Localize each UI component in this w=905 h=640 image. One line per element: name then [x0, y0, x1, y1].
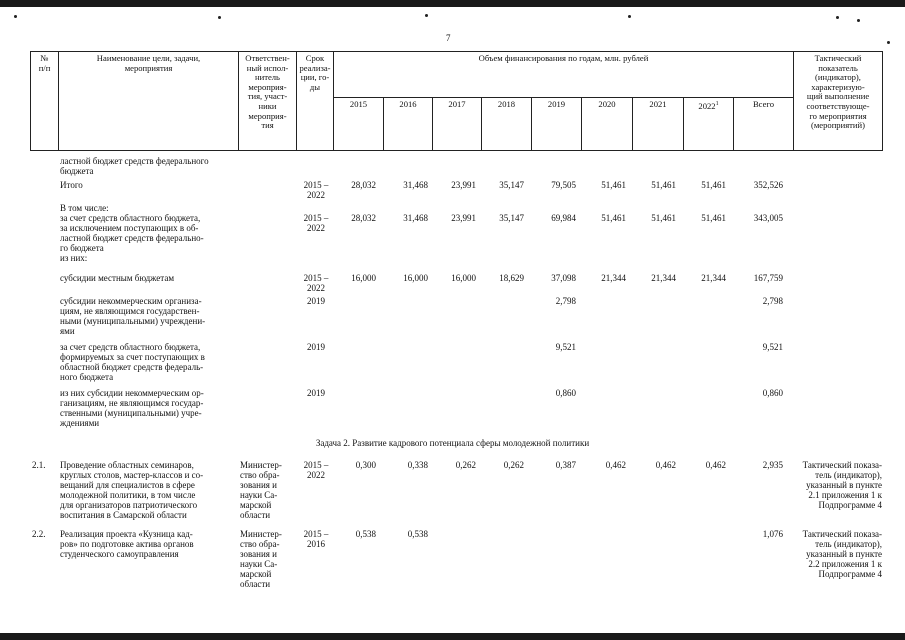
item-indicator: Тактический показа- тель (индикатор), указанный в пункте 2.1 приложения 1 к Подпрограмме 4: [802, 460, 882, 510]
row-total-cell: 167,759: [753, 273, 783, 283]
row-term: 2019: [307, 388, 325, 398]
row-value-cell: 51,461: [651, 213, 676, 223]
item-value-cell: 0,462: [705, 460, 726, 470]
page-number: 7: [446, 33, 451, 43]
row-term: 2019: [307, 296, 325, 306]
row-name: субсидии некоммерческим организа- циям, не являющимся государствен- ными (муниципальными) учреждени- ями: [60, 296, 206, 336]
item-total-cell: 1,076: [762, 529, 783, 539]
item-value-cell: 0,262: [503, 460, 524, 470]
row-value-cell: 0,860: [555, 388, 576, 398]
item-responsible: Министер- ство обра- зования и науки Са- марской области: [240, 460, 282, 520]
item-indicator: Тактический показа- тель (индикатор), указанный в пункте 2.2 приложения 1 к Подпрограмме 4: [802, 529, 882, 579]
row-term: 2019: [307, 342, 325, 352]
row-value-cell: 37,098: [551, 273, 576, 283]
header-year: 2019: [547, 99, 566, 109]
row-value-cell: 35,147: [499, 213, 524, 223]
row-value-cell: 51,461: [651, 180, 676, 190]
row-value-cell: 18,629: [499, 273, 524, 283]
item-number: 2.1.: [32, 460, 46, 470]
header-year-footnote: 1: [715, 101, 719, 107]
header-term: Срок реализа- ции, го- ды: [299, 53, 331, 92]
row-term: 2015 – 2022: [303, 180, 329, 200]
row-value-cell: 21,344: [601, 273, 626, 283]
row-value-cell: 79,505: [551, 180, 576, 190]
header-year: [684, 100, 733, 111]
row-name: В том числе: за счет средств областного бюджета, за исключением поступающих в об- ластной бюджет средств федерально- го бюджета из них:: [60, 203, 204, 263]
row-value-cell: 35,147: [499, 180, 524, 190]
item-number: 2.2.: [32, 529, 46, 539]
header-year: 2018: [497, 99, 516, 109]
row-value-cell: 51,461: [601, 213, 626, 223]
row-value-cell: 16,000: [451, 273, 476, 283]
scan-speck: [14, 15, 17, 18]
header-name: Наименование цели, задачи, мероприятия: [96, 53, 201, 73]
item-term: 2015 – 2022: [303, 460, 329, 480]
row-name: за счет средств областного бюджета, формируемых за счет поступающих в областной бюджет средств федераль- ного бюджета: [60, 342, 205, 382]
row-value-cell: 31,468: [403, 180, 428, 190]
row-value-cell: 23,991: [451, 213, 476, 223]
header-funding: Объем финансирования по годам, млн. рублей: [478, 53, 649, 63]
row-value-cell: 31,468: [403, 213, 428, 223]
row-value-cell: 21,344: [701, 273, 726, 283]
scan-speck: [836, 16, 839, 19]
item-value-cell: 0,300: [355, 460, 376, 470]
item-total-cell: 2,935: [762, 460, 783, 470]
item-value-cell: 0,538: [407, 529, 428, 539]
header-num: № п/п: [38, 53, 51, 73]
header-year: 2021: [649, 99, 667, 109]
row-value-cell: 2,798: [555, 296, 576, 306]
row-total-cell: 352,526: [753, 180, 783, 190]
header-year: 2017: [448, 99, 466, 109]
header-total: Всего: [752, 99, 775, 109]
item-value-cell: 0,462: [655, 460, 676, 470]
row-name: из них субсидии некоммерческим ор- ганизациям, не являющимся государ- ственными (муниципальными) учре- ждениями: [60, 388, 204, 428]
row-name: субсидии местным бюджетам: [60, 273, 175, 283]
row-total-cell: 0,860: [762, 388, 783, 398]
row-name: Итого: [60, 180, 83, 190]
row-value-cell: 51,461: [701, 180, 726, 190]
scan-speck: [887, 41, 890, 44]
row-term: 2015 – 2022: [303, 273, 329, 293]
item-value-cell: 0,387: [555, 460, 576, 470]
item-value-cell: 0,338: [407, 460, 428, 470]
item-term: 2015 – 2016: [303, 529, 329, 549]
row-value-cell: 9,521: [555, 342, 576, 352]
task-title: Задача 2. Развитие кадрового потенциала сферы молодежной политики: [315, 438, 590, 448]
item-name: Проведение областных семинаров, круглых столов, мастер-классов и со- вещаний для специалистов в сфере молодежной политики, в том числе для организаторов патриотического воспитания в Самарской области: [60, 460, 204, 520]
header-year: 2015: [349, 99, 368, 109]
row-value-cell: 28,032: [351, 180, 376, 190]
item-name: Реализация проекта «Кузница кад- ров» по подготовке актива органов студенческого самоуправления: [60, 529, 194, 559]
header-responsible: Ответствен- ный испол- нитель мероприя- тия, участ- ники мероприя- тия: [245, 53, 290, 131]
row-term: 2015 – 2022: [303, 213, 329, 233]
item-value-cell: 0,462: [605, 460, 626, 470]
row-value-cell: 16,000: [403, 273, 428, 283]
row-name: ластной бюджет средств федерального бюджета: [60, 156, 209, 176]
scan-speck: [218, 16, 221, 19]
row-value-cell: 21,344: [651, 273, 676, 283]
row-value-cell: 51,461: [701, 213, 726, 223]
item-responsible: Министер- ство обра- зования и науки Са- марской области: [240, 529, 282, 589]
item-value-cell: 0,538: [355, 529, 376, 539]
row-value-cell: 69,984: [551, 213, 576, 223]
scan-speck: [425, 14, 428, 17]
row-value-cell: 23,991: [451, 180, 476, 190]
row-value-cell: 16,000: [351, 273, 376, 283]
header-year-label: 2022: [698, 100, 716, 111]
row-total-cell: 2,798: [762, 296, 783, 306]
row-total-cell: 9,521: [762, 342, 783, 352]
row-total-cell: 343,005: [753, 213, 783, 223]
scan-speck: [857, 19, 860, 22]
scan-bottom-border: [0, 633, 905, 640]
item-value-cell: 0,262: [455, 460, 476, 470]
header-year: 2016: [399, 99, 417, 109]
header-year: 2020: [598, 99, 616, 109]
row-value-cell: 51,461: [601, 180, 626, 190]
header-indicator: Тактический показатель (индикатор), характеризую- щий выполнение соответствующе- го мероприятия (мероприятий): [806, 53, 870, 131]
scan-top-border: [0, 0, 905, 7]
row-value-cell: 28,032: [351, 213, 376, 223]
scan-speck: [628, 15, 631, 18]
